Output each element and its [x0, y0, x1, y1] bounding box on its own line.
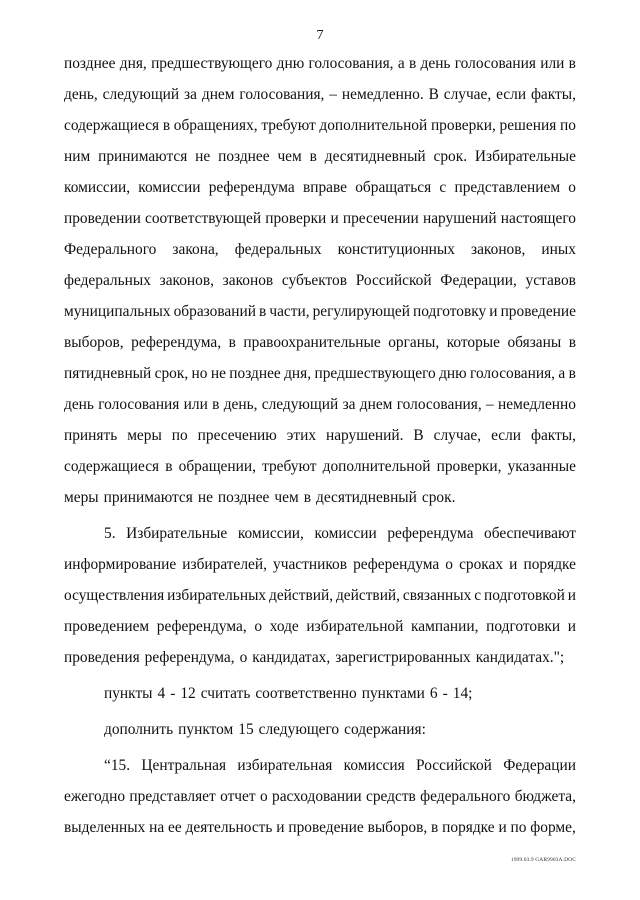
text-line: проведения референдума, о кандидатах, зарегистрированных кандидатах.";: [64, 649, 565, 666]
text-line: принять меры по пресечению этих нарушений. В случае, если факты,: [64, 427, 576, 444]
paragraph: [64, 750, 576, 843]
text-line: комиссии, комиссии референдума вправе обращаться с представлением о: [64, 179, 576, 196]
page-number: 7: [316, 28, 324, 43]
text-line: день, следующий за днем голосования, – немедленно. В случае, если факты,: [64, 86, 576, 103]
document-body: [64, 48, 576, 843]
file-code: 1999.03.9 GAR9903A.DOC: [510, 857, 576, 863]
text-line: выборов, референдума, в правоохранительные органы, которые обязаны в: [64, 334, 576, 351]
text-line: Федерального закона, федеральных конституционных законов, иных: [64, 241, 576, 258]
text-line: пункты 4 - 12 считать соответственно пунктами 6 - 14;: [104, 685, 473, 702]
text-line: проведении соответствующей проверки и пресечении нарушений настоящего: [64, 210, 576, 227]
paragraph: [64, 48, 576, 513]
text-line: муниципальных образований в части, регулирующей подготовку и проведение: [64, 303, 576, 320]
text-line: осуществления избирательных действий, действий, связанных с подготовкой и: [64, 587, 576, 604]
text-line: “15. Центральная избирательная комиссия Российской Федерации: [104, 757, 576, 774]
text-line: содержащиеся в обращении, требуют дополнительной проверки, указанные: [64, 458, 576, 475]
text-line: выделенных на ее деятельность и проведение выборов, в порядке и по форме,: [64, 819, 576, 836]
text-line: 5. Избирательные комиссии, комиссии референдума обеспечивают: [104, 525, 576, 542]
text-line: ежегодно представляет отчет о расходовании средств федерального бюджета,: [64, 788, 576, 805]
text-line: день голосования или в день, следующий за днем голосования, – немедленно: [64, 396, 576, 413]
text-line: позднее дня, предшествующего дню голосования, а в день голосования или в: [64, 55, 576, 72]
paragraph: [64, 714, 576, 745]
text-line: информирование избирателей, участников референдума о сроках и порядке: [64, 556, 576, 573]
text-line: дополнить пунктом 15 следующего содержания:: [104, 721, 426, 738]
text-line: проведением референдума, о ходе избирательной кампании, подготовки и: [64, 618, 576, 635]
text-line: ним принимаются не позднее чем в десятидневный срок. Избирательные: [64, 148, 576, 165]
text-line: содержащиеся в обращениях, требуют дополнительной проверки, решения по: [64, 117, 576, 134]
text-line: меры принимаются не позднее чем в десятидневный срок.: [64, 489, 456, 506]
text-line: федеральных законов, законов субъектов Российской Федерации, уставов: [64, 272, 576, 289]
paragraph: [64, 518, 576, 673]
paragraph: [64, 678, 576, 709]
text-line: пятидневный срок, но не позднее дня, предшествующего дню голосования, а в: [64, 365, 576, 382]
